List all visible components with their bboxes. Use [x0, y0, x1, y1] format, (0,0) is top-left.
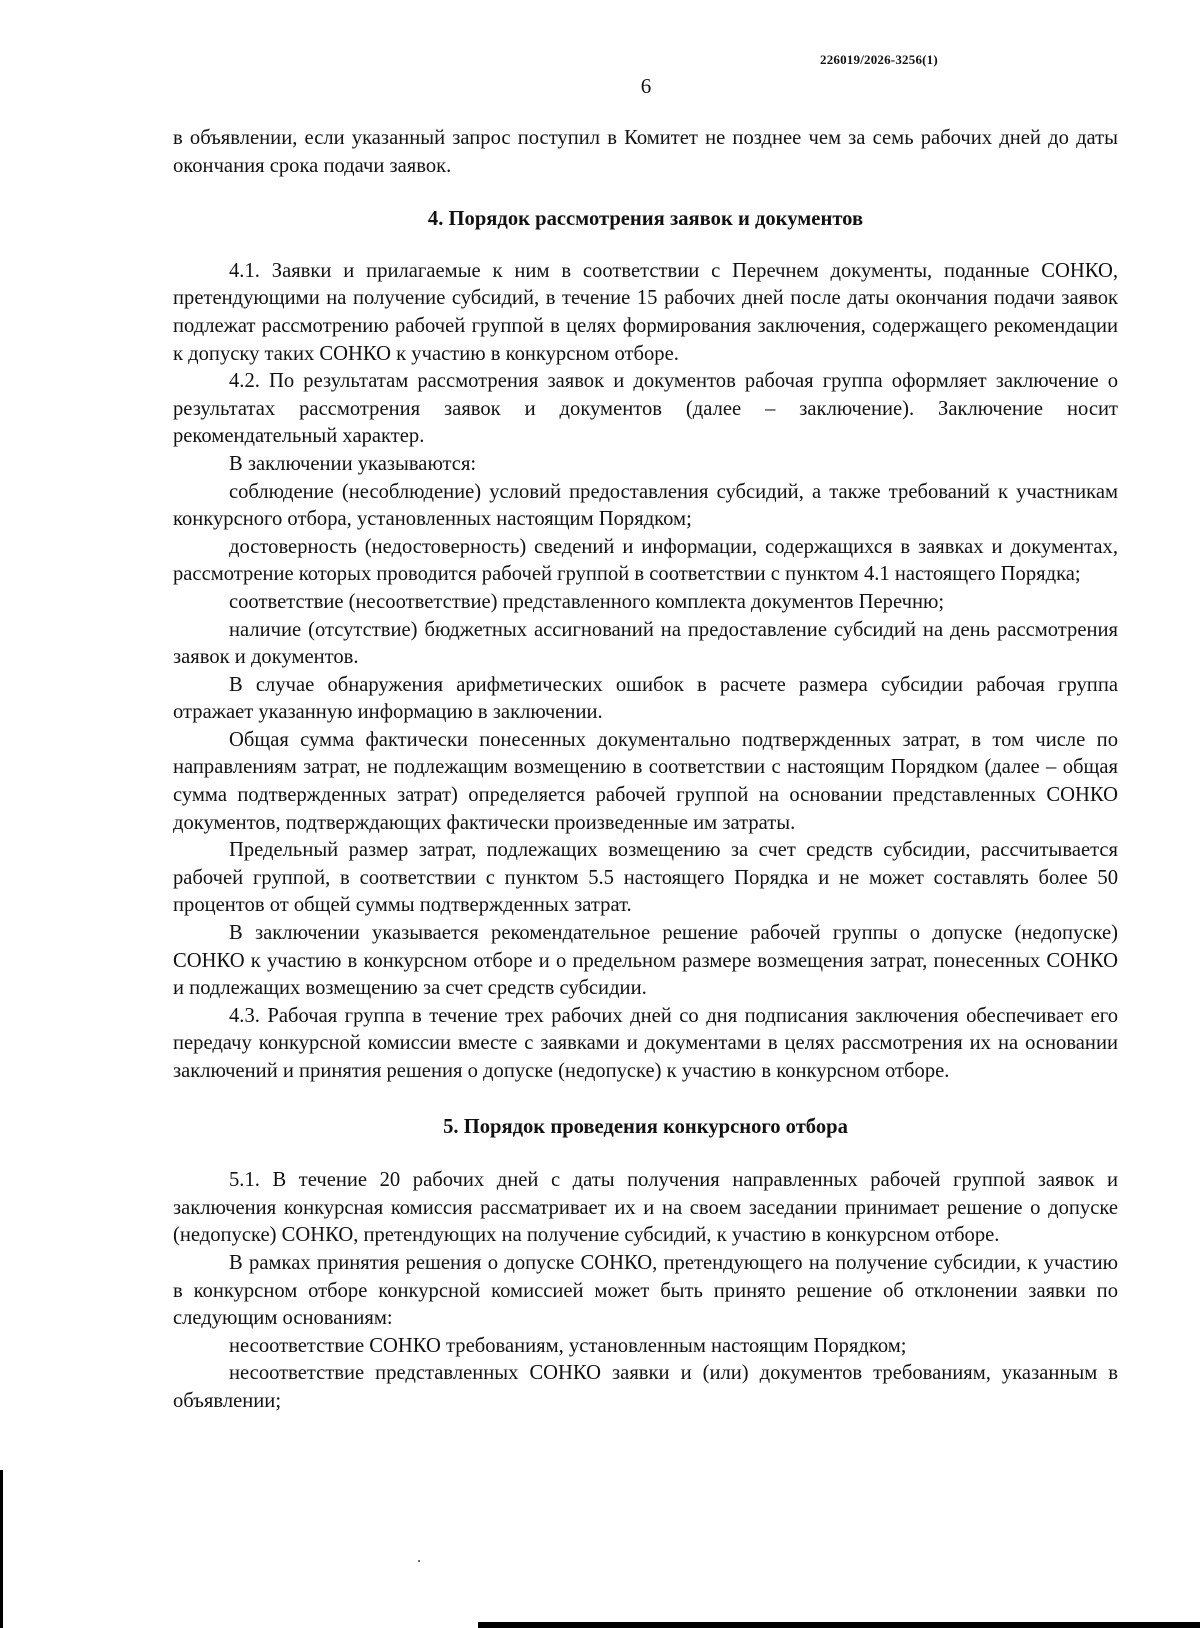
section-5-paragraph: несоответствие представленных СОНКО заявки и (или) документов требованиям, указанным в объявлении; [173, 1362, 1118, 1412]
scan-speck [418, 1560, 420, 1562]
section-5-paragraph: 5.1. В течение 20 рабочих дней с даты получения направленных рабочей группой заявок и заключения конкурсная комиссия рассматривает их и на своем заседании принимает решение о допуске (недопуске) СОНКО, претендующих на получение субсидий, к участию в конкурсном отборе. [173, 1169, 1118, 1247]
section-4-paragraph: 4.3. Рабочая группа в течение трех рабочих дней со дня подписания заключения обеспечивает его передачу конкурсной комиссии вместе с заявками и документами в целях рассмотрения их на основании заключений и принятия решения о допуске (недопуске) к участию в конкурсном отборе. [173, 1004, 1118, 1082]
section-4-paragraph: В заключении указываются: [229, 452, 477, 475]
section-4-paragraph: наличие (отсутствие) бюджетных ассигнований на предоставление субсидий на день рассмотрения заявок и документов. [173, 618, 1118, 669]
section-4-paragraph: соответствие (несоответствие) представленного комплекта документов Перечню; [229, 590, 945, 613]
section-4-paragraph: 4.2. По результатам рассмотрения заявок и документов рабочая группа оформляет заключение о результатах рассмотрения заявок и документов (далее – заключение). Заключение носит рекомендательный характер. [173, 370, 1118, 448]
section-4-paragraph: 4.1. Заявки и прилагаемые к ним в соответствии с Перечнем документы, поданные СОНКО, претендующими на получение субсидий, в течение 15 рабочих дней после даты окончания подачи заявок подлежат рассмотрению рабочей группой в целях формирования заключения, содержащего рекомендации к допуску таких СОНКО к участию в конкурсном отборе. [173, 259, 1118, 365]
page-number: 6 [640, 74, 652, 98]
scan-border-bottom [478, 1622, 1200, 1628]
document-body [173, 125, 1118, 1416]
section-4-paragraph: соблюдение (несоблюдение) условий предоставления субсидий, а также требований к участникам конкурсного отбора, установленных настоящим Порядком; [173, 480, 1118, 531]
section-4-paragraph: Предельный размер затрат, подлежащих возмещению за счет средств субсидии, рассчитывается рабочей группой, в соответствии с пунктом 5.5 настоящего Порядка и не может составлять более 50 процентов от общей суммы подтвержденных затрат. [173, 839, 1118, 917]
section-4-paragraph: Общая сумма фактически понесенных документально подтвержденных затрат, в том числе по направлениям затрат, не подлежащим возмещению в соответствии с настоящим Порядком (далее – общая сумма подтвержденных затрат) определяется рабочей группой на основании представленных СОНКО документов, подтверждающих фактически произведенные им затраты. [173, 728, 1118, 834]
section-4-paragraph: В заключении указывается рекомендательное решение рабочей группы о допуске (недопуске) СОНКО к участию в конкурсном отборе и о предельном размере возмещения затрат, понесенных СОНКО и подлежащих возмещению за счет средств субсидии. [173, 922, 1118, 1000]
section-4-heading: 4. Порядок рассмотрения заявок и документов [427, 208, 864, 231]
section-5-paragraph: В рамках принятия решения о допуске СОНКО, претендующего на получение субсидии, к участию в конкурсном отборе конкурсной комиссией может быть принято решение об отклонении заявки по следующим основаниям: [173, 1251, 1118, 1330]
section-4-paragraph: В случае обнаружения арифметических ошибок в расчете размера субсидии рабочая группа отражает указанную информацию в заключении. [173, 673, 1118, 724]
section-5-paragraph: несоответствие СОНКО требованиям, установленным настоящим Порядком; [229, 1334, 907, 1357]
section-4-paragraph: достоверность (недостоверность) сведений и информации, содержащихся в заявках и документах, рассмотрение которых проводится рабочей группой в соответствии с пунктом 4.1 настоящего Порядка; [173, 535, 1118, 586]
document-registration-number: 226019/2026-3256(1) [820, 52, 938, 67]
intro-paragraph: в объявлении, если указанный запрос поступил в Комитет не позднее чем за семь рабочих дней до даты окончания срока подачи заявок. [173, 127, 1118, 177]
scan-border-left [0, 1470, 3, 1628]
section-5-heading: 5. Порядок проведения конкурсного отбора [443, 1115, 848, 1138]
